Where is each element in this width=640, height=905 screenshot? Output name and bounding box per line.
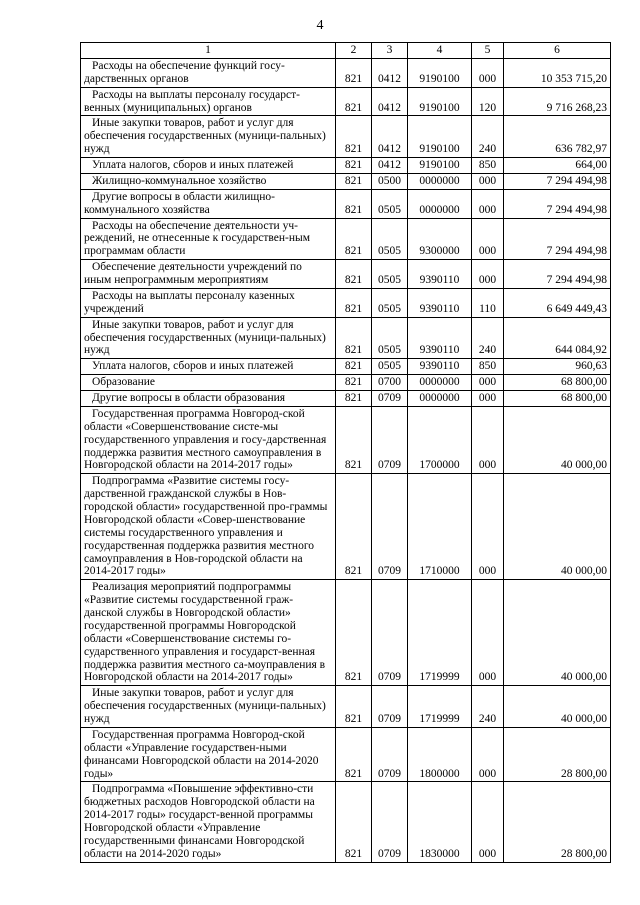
section-code-cell: 0500	[372, 173, 408, 189]
target-code-cell: 1700000	[408, 406, 472, 473]
target-code-cell: 9300000	[408, 218, 472, 260]
target-code-cell: 0000000	[408, 189, 472, 218]
amount-cell: 10 353 715,20	[504, 58, 611, 87]
target-code-cell: 1710000	[408, 474, 472, 580]
target-code-cell: 1830000	[408, 782, 472, 862]
expense-type-cell: 240	[472, 317, 504, 359]
table-row	[81, 391, 611, 407]
amount-cell: 28 800,00	[504, 727, 611, 782]
section-code-cell: 0505	[372, 288, 408, 317]
admin-code-cell: 821	[336, 359, 372, 375]
amount-cell: 68 800,00	[504, 375, 611, 391]
expense-type-cell: 110	[472, 288, 504, 317]
expense-type-cell: 000	[472, 391, 504, 407]
row-name-cell: Расходы на выплаты персоналу казенных учреждений	[81, 288, 336, 317]
admin-code-cell: 821	[336, 391, 372, 407]
section-code-cell: 0505	[372, 359, 408, 375]
target-code-cell: 0000000	[408, 375, 472, 391]
row-name-cell: Государственная программа Новгород-ской области «Совершенствование систе-мы государственного управления и госу-дарственная поддержка развития местного самоуправления в Новгородской области на 2014-2017 годы»	[81, 406, 336, 473]
table-row	[81, 218, 611, 260]
column-header: 1	[81, 43, 336, 59]
amount-cell: 68 800,00	[504, 391, 611, 407]
table-row	[81, 158, 611, 174]
admin-code-cell: 821	[336, 218, 372, 260]
expense-type-cell: 000	[472, 580, 504, 686]
admin-code-cell: 821	[336, 116, 372, 158]
admin-code-cell: 821	[336, 406, 372, 473]
table-row	[81, 406, 611, 473]
expense-type-cell: 000	[472, 218, 504, 260]
table-row	[81, 116, 611, 158]
section-code-cell: 0412	[372, 116, 408, 158]
expense-type-cell: 000	[472, 782, 504, 862]
amount-cell: 40 000,00	[504, 474, 611, 580]
amount-cell: 664,00	[504, 158, 611, 174]
section-code-cell: 0505	[372, 260, 408, 289]
amount-cell: 960,63	[504, 359, 611, 375]
expense-type-cell: 850	[472, 359, 504, 375]
section-code-cell: 0412	[372, 87, 408, 116]
amount-cell: 7 294 494,98	[504, 218, 611, 260]
section-code-cell: 0700	[372, 375, 408, 391]
row-name-cell: Иные закупки товаров, работ и услуг для обеспечения государственных (муници-пальных) нужд	[81, 116, 336, 158]
admin-code-cell: 821	[336, 782, 372, 862]
amount-cell: 40 000,00	[504, 686, 611, 728]
section-code-cell: 0709	[372, 580, 408, 686]
expense-type-cell: 000	[472, 727, 504, 782]
expense-type-cell: 000	[472, 375, 504, 391]
table-row	[81, 173, 611, 189]
row-name-cell: Другие вопросы в области образования	[81, 391, 336, 407]
amount-cell: 28 800,00	[504, 782, 611, 862]
table-row	[81, 288, 611, 317]
row-name-cell: Уплата налогов, сборов и иных платежей	[81, 158, 336, 174]
expense-type-cell: 000	[472, 58, 504, 87]
expense-type-cell: 850	[472, 158, 504, 174]
target-code-cell: 9190100	[408, 58, 472, 87]
expense-type-cell: 000	[472, 173, 504, 189]
expense-type-cell: 000	[472, 406, 504, 473]
row-name-cell: Другие вопросы в области жилищно-коммунального хозяйства	[81, 189, 336, 218]
admin-code-cell: 821	[336, 173, 372, 189]
table-header-row	[81, 43, 611, 59]
target-code-cell: 1719999	[408, 686, 472, 728]
row-name-cell: Государственная программа Новгород-ской области «Управление государствен-ными финансами Новгородской области на 2014-2020 годы»	[81, 727, 336, 782]
row-name-cell: Расходы на обеспечение функций госу-дарственных органов	[81, 58, 336, 87]
row-name-cell: Жилищно-коммунальное хозяйство	[81, 173, 336, 189]
admin-code-cell: 821	[336, 686, 372, 728]
section-code-cell: 0709	[372, 474, 408, 580]
table-row	[81, 58, 611, 87]
admin-code-cell: 821	[336, 158, 372, 174]
column-header: 3	[372, 43, 408, 59]
expense-type-cell: 000	[472, 189, 504, 218]
admin-code-cell: 821	[336, 317, 372, 359]
page-number: 4	[316, 18, 324, 33]
row-name-cell: Реализация мероприятий подпрограммы «Развитие системы государственной граж-данской службы в Новгородской области» государственной программы Новгородской области «Совершенствование системы го-сударственного управления и государст-венная поддержка развития местного са-моуправления в Новгородской области на 2014-2017 годы»	[81, 580, 336, 686]
target-code-cell: 1719999	[408, 580, 472, 686]
column-header: 5	[472, 43, 504, 59]
table-row	[81, 317, 611, 359]
table-row	[81, 375, 611, 391]
row-name-cell: Иные закупки товаров, работ и услуг для обеспечения государственных (муници-пальных) нужд	[81, 686, 336, 728]
table-row	[81, 782, 611, 862]
amount-cell: 6 649 449,43	[504, 288, 611, 317]
column-header: 2	[336, 43, 372, 59]
expense-type-cell: 120	[472, 87, 504, 116]
column-header: 6	[504, 43, 611, 59]
row-name-cell: Подпрограмма «Повышение эффективно-сти бюджетных расходов Новгородской области на 2014-2017 годы» государст-венной программы Новгородской области «Управление государственными финансами Новгородской области на 2014-2020 годы»	[81, 782, 336, 862]
section-code-cell: 0709	[372, 727, 408, 782]
admin-code-cell: 821	[336, 727, 372, 782]
section-code-cell: 0709	[372, 782, 408, 862]
amount-cell: 644 084,92	[504, 317, 611, 359]
row-name-cell: Уплата налогов, сборов и иных платежей	[81, 359, 336, 375]
amount-cell: 7 294 494,98	[504, 173, 611, 189]
section-code-cell: 0505	[372, 317, 408, 359]
section-code-cell: 0709	[372, 391, 408, 407]
table-row	[81, 359, 611, 375]
amount-cell: 636 782,97	[504, 116, 611, 158]
row-name-cell: Расходы на выплаты персоналу государст-венных (муниципальных) органов	[81, 87, 336, 116]
target-code-cell: 0000000	[408, 173, 472, 189]
table-row	[81, 580, 611, 686]
admin-code-cell: 821	[336, 87, 372, 116]
amount-cell: 40 000,00	[504, 406, 611, 473]
table-row	[81, 260, 611, 289]
target-code-cell: 9190100	[408, 158, 472, 174]
amount-cell: 7 294 494,98	[504, 189, 611, 218]
target-code-cell: 1800000	[408, 727, 472, 782]
admin-code-cell: 821	[336, 375, 372, 391]
table-row	[81, 474, 611, 580]
section-code-cell: 0505	[372, 218, 408, 260]
row-name-cell: Обеспечение деятельности учреждений по иным непрограммным мероприятиям	[81, 260, 336, 289]
section-code-cell: 0505	[372, 189, 408, 218]
target-code-cell: 9390110	[408, 260, 472, 289]
admin-code-cell: 821	[336, 580, 372, 686]
column-header: 4	[408, 43, 472, 59]
target-code-cell: 9390110	[408, 288, 472, 317]
section-code-cell: 0709	[372, 406, 408, 473]
row-name-cell: Подпрограмма «Развитие системы госу-дарственной гражданской службы в Нов-городской области» государственной про-граммы Новгородской области «Совер-шенствование системы государственного управления и государственная поддержка развития местного самоуправления в Нов-городской области на 2014-2017 годы»	[81, 474, 336, 580]
target-code-cell: 9390110	[408, 317, 472, 359]
table-row	[81, 87, 611, 116]
table-row	[81, 189, 611, 218]
expense-type-cell: 240	[472, 116, 504, 158]
expense-type-cell: 000	[472, 260, 504, 289]
table-row	[81, 686, 611, 728]
amount-cell: 9 716 268,23	[504, 87, 611, 116]
amount-cell: 7 294 494,98	[504, 260, 611, 289]
amount-cell: 40 000,00	[504, 580, 611, 686]
section-code-cell: 0412	[372, 158, 408, 174]
budget-table	[80, 42, 611, 863]
admin-code-cell: 821	[336, 260, 372, 289]
target-code-cell: 9190100	[408, 87, 472, 116]
row-name-cell: Иные закупки товаров, работ и услуг для обеспечения государственных (муници-пальных) нужд	[81, 317, 336, 359]
expense-type-cell: 000	[472, 474, 504, 580]
admin-code-cell: 821	[336, 189, 372, 218]
table-row	[81, 727, 611, 782]
target-code-cell: 0000000	[408, 391, 472, 407]
admin-code-cell: 821	[336, 58, 372, 87]
section-code-cell: 0709	[372, 686, 408, 728]
row-name-cell: Расходы на обеспечение деятельности уч-реждений, не отнесенные к государствен-ным программам области	[81, 218, 336, 260]
target-code-cell: 9190100	[408, 116, 472, 158]
section-code-cell: 0412	[372, 58, 408, 87]
expense-type-cell: 240	[472, 686, 504, 728]
target-code-cell: 9390110	[408, 359, 472, 375]
row-name-cell: Образование	[81, 375, 336, 391]
admin-code-cell: 821	[336, 288, 372, 317]
admin-code-cell: 821	[336, 474, 372, 580]
